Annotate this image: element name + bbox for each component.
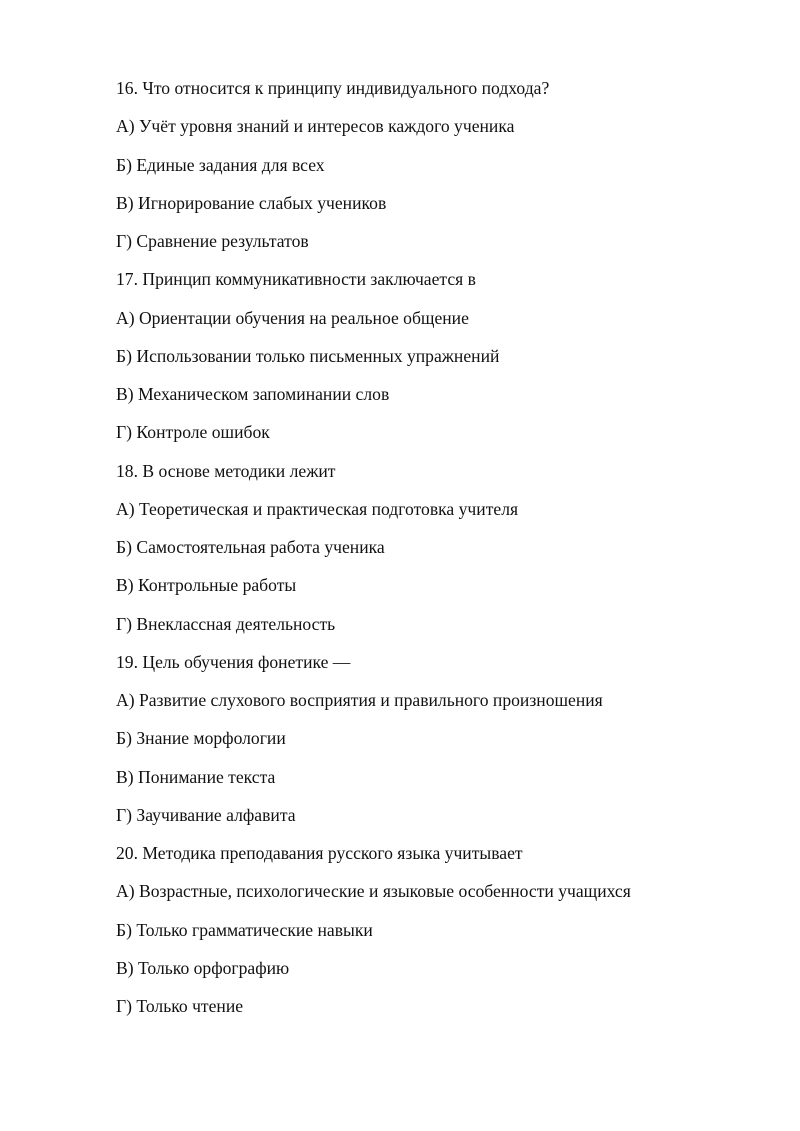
answer-option: Б) Использовании только письменных упражнений — [116, 345, 500, 366]
question-text: 16. Что относится к принципу индивидуального подхода? — [116, 78, 550, 98]
question-block — [116, 76, 736, 267]
answer-option: Г) Сравнение результатов — [116, 231, 309, 251]
question-text: 18. В основе методики лежит — [116, 460, 336, 481]
answer-option: Б) Единые задания для всех — [116, 154, 325, 175]
answer-option: В) Контрольные работы — [116, 575, 297, 596]
question-text: 17. Принцип коммуникативности заключается в — [116, 269, 476, 290]
answer-option: Г) Контроле ошибок — [116, 422, 270, 443]
answer-option: А) Ориентации обучения на реальное общение — [116, 307, 469, 328]
question-block — [116, 650, 736, 841]
answer-option: Г) Заучивание алфавита — [116, 804, 296, 825]
answer-option: В) Только орфографию — [116, 957, 290, 978]
answer-option: А) Учёт уровня знаний и интересов каждого ученика — [116, 116, 515, 137]
answer-option: А) Развитие слухового восприятия и правильного произношения — [116, 690, 603, 710]
answer-option: А) Возрастные, психологические и языковые особенности учащихся — [116, 881, 631, 902]
answer-option: В) Игнорирование слабых учеников — [116, 192, 387, 213]
question-list — [116, 76, 736, 1032]
answer-option: А) Теоретическая и практическая подготовка учителя — [116, 498, 519, 519]
answer-option: Б) Только грамматические навыки — [116, 919, 373, 940]
question-block — [116, 267, 736, 458]
answer-option: В) Механическом запоминании слов — [116, 384, 390, 404]
answer-option: Б) Самостоятельная работа ученика — [116, 537, 385, 557]
question-text: 19. Цель обучения фонетике — — [116, 651, 351, 672]
answer-option: Г) Только чтение — [116, 996, 244, 1016]
question-block — [116, 459, 736, 650]
question-block — [116, 841, 736, 1032]
question-text: 20. Методика преподавания русского языка учитывает — [116, 843, 523, 863]
answer-option: В) Понимание текста — [116, 766, 276, 787]
answer-option: Б) Знание морфологии — [116, 728, 286, 749]
answer-option: Г) Внеклассная деятельность — [116, 613, 336, 634]
